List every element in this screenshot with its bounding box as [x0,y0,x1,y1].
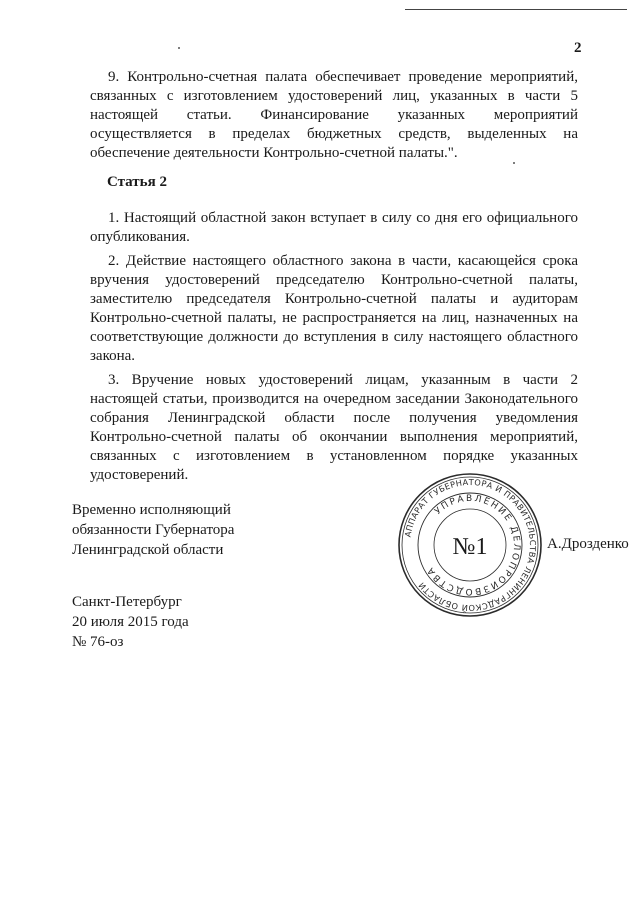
signature-block [72,500,234,560]
signer-name: А.Дрозденко [547,536,629,552]
article-2-body [90,209,578,490]
article-2-item-3: 3. Вручение новых удостоверений лицам, указанным в части 2 настоящей статьи, производится на очередном заседании Законодательного собрания Ленинградской области после получения уведомления Контрольно-счетной палаты об окончании выполнения мероприятий, связанных с изготовлением в установленном порядке указанных удостоверений. [90,372,578,483]
signing-city: Санкт-Петербург [72,594,182,610]
article-2-heading: Статья 2 [107,174,167,190]
seal-inner-text: УПРАВЛЕНИЕ ДЕЛОПРОИЗВОДСТВА [425,493,522,597]
top-rule [405,9,627,10]
signing-date: 20 июля 2015 года [72,614,189,630]
clause-9 [90,68,578,168]
signer-title-line-1: Временно исполняющий [72,502,231,518]
signer-title-line-3: Ленинградской области [72,542,224,558]
article-2-item-1: 1. Настоящий областной закон вступает в силу со дня его официального опубликования. [90,210,578,245]
clause-9-text: 9. Контрольно-счетная палата обеспечивает проведение мероприятий, связанных с изготовлением удостоверений лиц, указанных в части 5 настоящей статьи. Финансирование указанных мероприятий осуществляется в пределах бюджетных средств, выделенных на обеспечение деятельности Контрольно-счетной палаты.". [90,69,578,161]
page-number: 2 [574,40,582,56]
signer-title-line-2: обязанности Губернатора [72,522,235,538]
seal-ring-text: АППАРАТ ГУБЕРНАТОРА И ПРАВИТЕЛЬСТВА ЛЕНИНГРАДСКОЙ ОБЛАСТИ [402,476,539,614]
seal-number: №1 [452,534,488,560]
scan-speck [178,47,180,49]
official-seal [395,470,545,620]
article-2-item-2: 2. Действие настоящего областного закона в части, касающейся срока вручения удостоверений председателю Контрольно-счетной палаты, заместителю председателя Контрольно-счетной палаты и аудиторам Контрольно-счетной палаты, не распространяется на лиц, назначенных на соответствующие должности до вступления в силу настоящего областного закона. [90,253,578,364]
place-date-block [72,592,189,652]
law-number: № 76-оз [72,634,124,650]
